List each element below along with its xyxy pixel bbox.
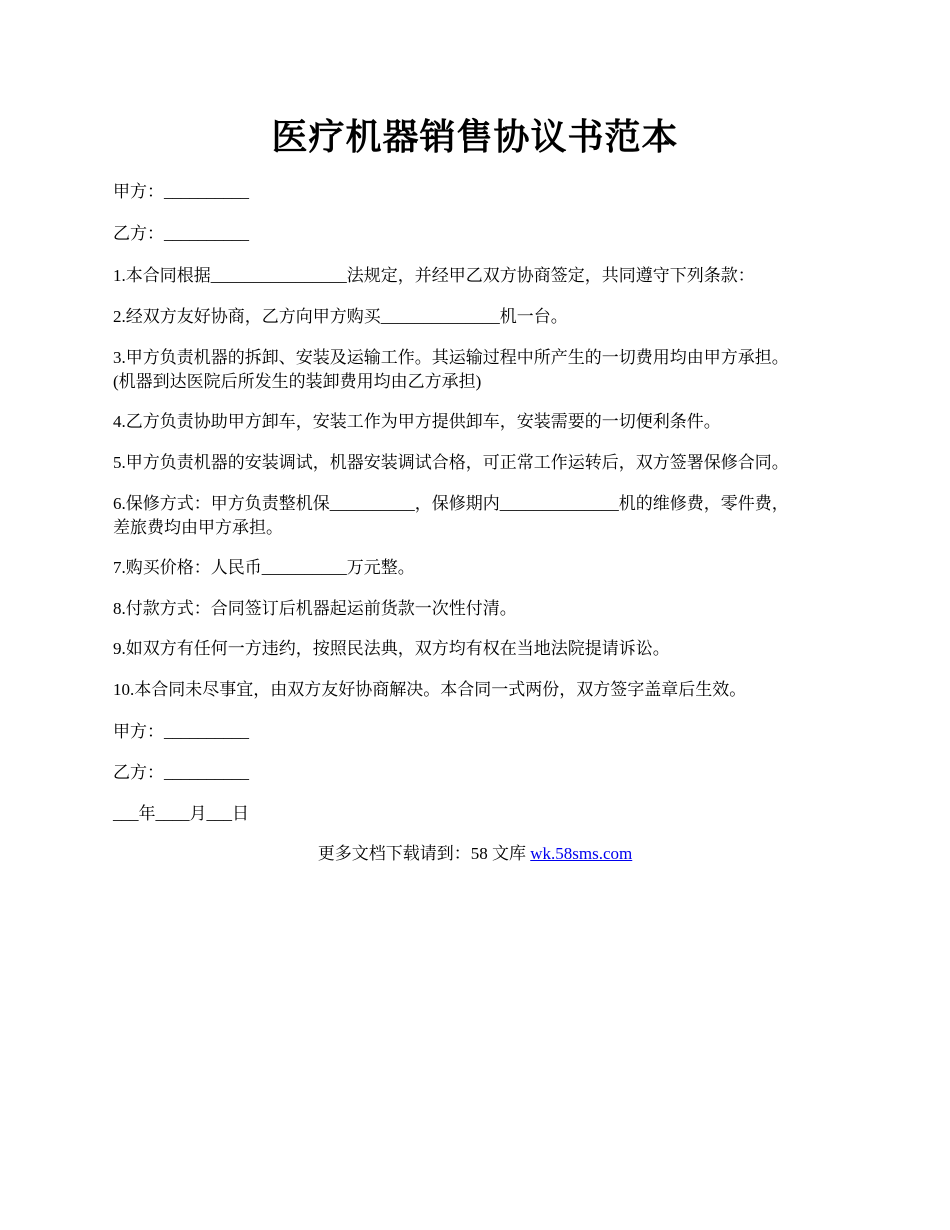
clause-10: 10.本合同未尽事宜，由双方友好协商解决。本合同一式两份，双方签字盖章后生效。 bbox=[113, 680, 747, 699]
clause-4: 4.乙方负责协助甲方卸车，安装工作为甲方提供卸车，安装需要的一切便利条件。 bbox=[113, 412, 721, 431]
clause-1: 1.本合同根据________________法规定，并经甲乙双方协商签定，共同遵守下列条款： bbox=[113, 266, 755, 285]
clause-6-continued: 差旅费均由甲方承担。 bbox=[113, 518, 283, 537]
clause-9: 9.如双方有任何一方违约，按照民法典，双方均有权在当地法院提请诉讼。 bbox=[113, 639, 670, 658]
footer-link[interactable]: wk.58sms.com bbox=[530, 844, 633, 863]
party-b-signature-line: 乙方：__________ bbox=[113, 763, 249, 782]
clause-5: 5.甲方负责机器的安装调试，机器安装调试合格，可正常工作运转后，双方签署保修合同。 bbox=[113, 453, 789, 472]
clause-2: 2.经双方友好协商，乙方向甲方购买______________机一台。 bbox=[113, 307, 568, 326]
party-a-line: 甲方：__________ bbox=[113, 182, 249, 201]
party-b-line: 乙方：__________ bbox=[113, 224, 249, 243]
clause-3: 3.甲方负责机器的拆卸、安装及运输工作。其运输过程中所产生的一切费用均由甲方承担。 bbox=[113, 348, 789, 367]
clause-8: 8.付款方式：合同签订后机器起运前货款一次性付清。 bbox=[113, 599, 517, 618]
clause-7: 7.购买价格：人民币__________万元整。 bbox=[113, 558, 415, 577]
party-a-signature-line: 甲方：__________ bbox=[113, 722, 249, 741]
document-title: 医疗机器销售协议书范本 bbox=[271, 117, 679, 157]
date-line: ___年____月___日 bbox=[113, 804, 249, 823]
clause-3-continued: (机器到达医院后所发生的装卸费用均由乙方承担) bbox=[113, 372, 482, 391]
footer bbox=[0, 842, 950, 866]
footer-text: 更多文档下载请到：58 文库 bbox=[317, 844, 531, 863]
clause-6: 6.保修方式：甲方负责整机保__________，保修期内______________机的维修费，零件费， bbox=[113, 494, 789, 513]
